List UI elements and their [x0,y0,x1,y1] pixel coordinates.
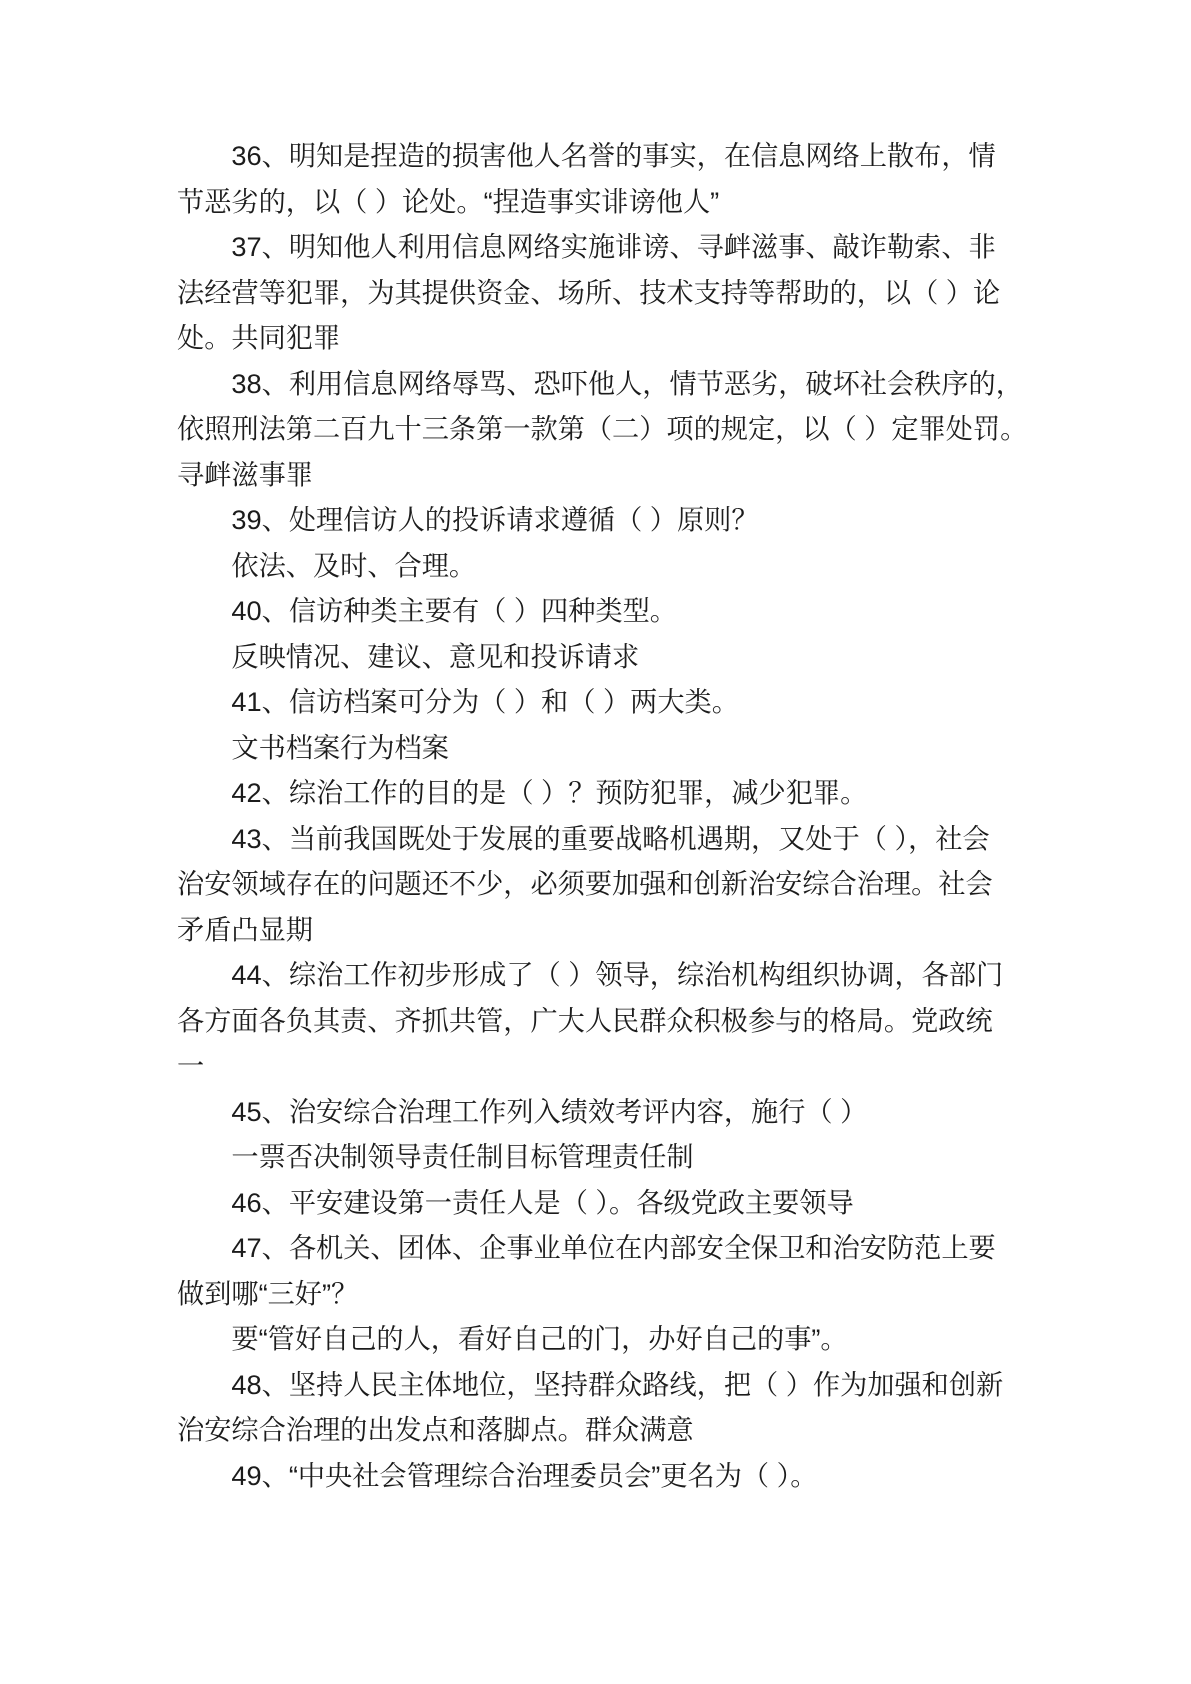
text-line: 一 [177,1050,205,1081]
text-line: 文书档案行为档案 [231,731,449,763]
question-42 [177,770,1077,816]
text-line: 49、“中央社会管理综合治理委员会”更名为（ ）。 [231,1459,818,1491]
question-46 [177,1180,1077,1226]
text-line: 法经营等犯罪，为其提供资金、场所、技术支持等帮助的，以（ ）论 [177,276,1001,308]
text-line: 处。共同犯罪 [177,322,341,353]
text-line: 44、综治工作初步形成了（ ）领导，综治机构组织协调，各部门 [231,959,1004,990]
question-40 [177,588,1077,634]
text-line: 治安综合治理的出发点和落脚点。群众满意 [177,1414,694,1445]
answer-39 [177,543,1077,589]
text-line: 36、明知是捏造的损害他人名誉的事实，在信息网络上散布，情 [231,140,996,171]
question-36 [177,133,1077,224]
question-38 [177,361,1077,498]
text-line: 反映情况、建议、意见和投诉请求 [231,640,640,672]
text-line: 48、坚持人民主体地位，坚持群众路线，把（ ）作为加强和创新 [231,1368,1004,1400]
text-line: 矛盾凸显期 [177,913,313,945]
text-line: 43、当前我国既处于发展的重要战略机遇期，又处于（ ），社会 [231,822,990,854]
text-line: 42、综治工作的目的是（ ）？预防犯罪，减少犯罪。 [231,777,868,808]
text-line: 39、处理信访人的投诉请求遵循（ ）原则？ [231,504,759,535]
question-45 [177,1089,1077,1135]
question-41 [177,679,1077,725]
answer-41 [177,725,1077,771]
answer-45 [177,1134,1077,1180]
text-line: 一票否决制领导责任制目标管理责任制 [231,1141,694,1172]
text-line: 41、信访档案可分为（ ）和（ ）两大类。 [231,686,739,717]
answer-47 [177,1316,1077,1362]
question-37 [177,224,1077,361]
question-47 [177,1225,1077,1316]
text-line: 寻衅滋事罪 [177,458,313,490]
text-line: 依法、及时、合理。 [231,549,477,581]
text-line: 46、平安建设第一责任人是（ ）。各级党政主要领导 [231,1186,854,1218]
text-line: 45、治安综合治理工作列入绩效考评内容，施行（ ） [231,1095,868,1127]
question-39 [177,497,1077,543]
text-line: 治安领域存在的问题还不少，必须要加强和创新治安综合治理。社会 [177,868,993,899]
text-line: 各方面各负其责、齐抓共管，广大人民群众积极参与的格局。党政统 [177,1004,993,1036]
text-line: 节恶劣的，以（ ）论处。“捏造事实诽谤他人” [177,185,720,217]
text-line: 37、明知他人利用信息网络实施诽谤、寻衅滋事、敲诈勒索、非 [231,231,996,262]
question-48 [177,1362,1077,1453]
text-line: 38、利用信息网络辱骂、恐吓他人，情节恶劣，破坏社会秩序的， [231,367,1023,399]
text-line: 40、信访种类主要有（ ）四种类型。 [231,595,677,626]
document-body [177,133,1077,1498]
answer-40 [177,634,1077,680]
text-line: 做到哪“三好”？ [177,1277,359,1309]
text-line: 47、各机关、团体、企事业单位在内部安全保卫和治安防范上要 [231,1232,996,1263]
text-line: 依照刑法第二百九十三条第一款第（二）项的规定，以（ ）定罪处罚。 [177,413,1028,444]
question-43 [177,816,1077,953]
text-line: 要“管好自己的人，看好自己的门，办好自己的事”。 [231,1323,848,1354]
question-44 [177,952,1077,1089]
question-49 [177,1453,1077,1499]
